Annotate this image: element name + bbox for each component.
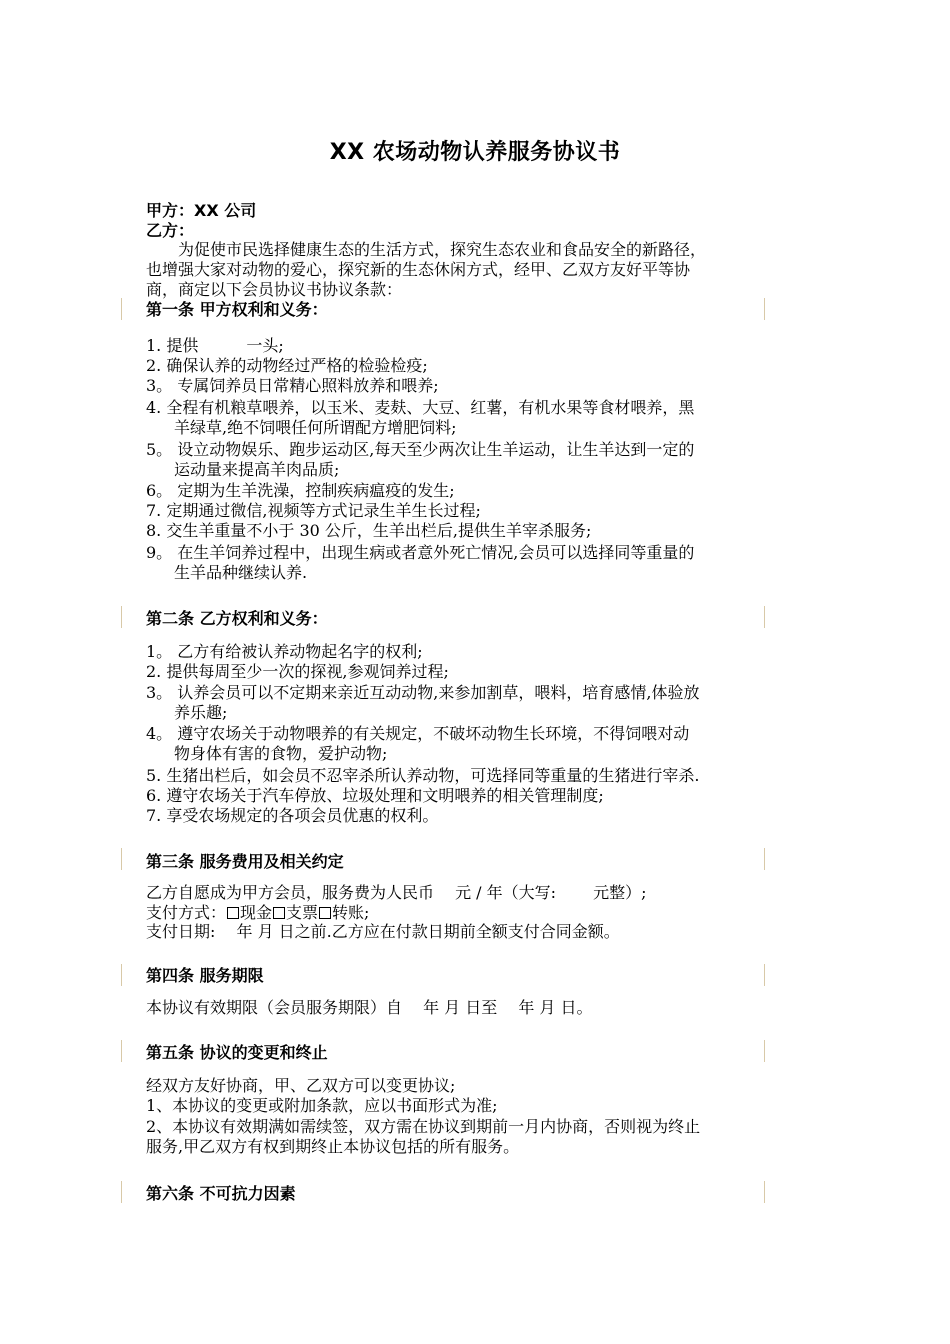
section-marker-left [121,298,122,320]
section-marker-right [764,1181,765,1203]
section-marker-right [764,848,765,870]
checkbox-transfer[interactable] [319,907,331,919]
section-marker-left [121,1181,122,1203]
checkbox-cheque[interactable] [273,907,285,919]
clause-line: 服务,甲乙双方有权到期终止本协议包括的所有服务。 [146,1137,520,1156]
preamble-line: 商，商定以下会员协议书协议条款： [146,280,403,299]
clause-line: 3。 专属饲养员日常精心照料放养和喂养; [146,376,439,395]
section-marker-right [764,606,765,628]
checkbox-cash[interactable] [227,907,239,919]
clause-line: 2、本协议有效期满如需续签，双方需在协议到期前一月内协商，否则视为终止 [146,1117,701,1136]
clause-line: 5. 生猪出栏后，如会员不忍宰杀所认养动物，可选择同等重量的生猪进行宰杀. [146,766,700,785]
clause-line: 运动量来提高羊肉品质; [174,460,340,479]
clause-line: 8. 交生羊重量不小于 30 公斤，生羊出栏后,提供生羊宰杀服务; [146,521,592,540]
party-b: 乙方： [146,221,195,240]
section-2-heading: 第二条 乙方权利和义务： [146,609,328,628]
section-marker-left [121,964,122,986]
payment-date-line: 支付日期: 年 月 日之前.乙方应在付款日期前全额支付合同金额。 [146,922,620,941]
section-marker-left [121,606,122,628]
clause-line: 7. 定期通过微信,视频等方式记录生羊生长过程; [146,501,481,520]
clause-line: 9。 在生羊饲养过程中，出现生病或者意外死亡情况,会员可以选择同等重量的 [146,543,695,562]
clause-line: 物身体有害的食物，爱护动物; [174,744,388,763]
clause-line: 4. 全程有机粮草喂养，以玉米、麦麸、大豆、红薯，有机水果等食材喂养，黑 [146,398,695,417]
section-marker-right [764,298,765,320]
fee-line: 乙方自愿成为甲方会员，服务费为人民币 元 / 年（大写: 元整）; [146,883,647,902]
clause-line: 5。 设立动物娱乐、跑步运动区,每天至少两次让生羊运动，让生羊达到一定的 [146,440,695,459]
option-cheque: 支票 [286,903,319,922]
party-a: 甲方：XX 公司 [146,201,257,220]
document-title: XX 农场动物认养服务协议书 [329,140,621,165]
section-marker-left [121,848,122,870]
section-marker-left [121,1040,122,1062]
section-marker-right [764,964,765,986]
clause-line: 1. 提供 一头; [146,336,284,355]
payment-method-label: 支付方式： [146,903,227,922]
clause-line: 2. 确保认养的动物经过严格的检验检疫; [146,356,428,375]
section-3-heading: 第三条 服务费用及相关约定 [146,852,344,871]
clause-line: 羊绿草,绝不饲喂任何所谓配方增肥饲料; [174,418,457,437]
clause-line: 1、本协议的变更或附加条款，应以书面形式为准; [146,1096,498,1115]
option-transfer: 转账; [332,903,370,922]
clause-line: 1。 乙方有给被认养动物起名字的权利; [146,642,423,661]
clause-line: 7. 享受农场规定的各项会员优惠的权利。 [146,806,439,825]
section-1-heading: 第一条 甲方权利和义务： [146,300,328,319]
clause-line: 2. 提供每周至少一次的探视,参观饲养过程; [146,662,449,681]
clause-line: 6. 遵守农场关于汽车停放、垃圾处理和文明喂养的相关管理制度; [146,786,604,805]
clause-line: 4。 遵守农场关于动物喂养的有关规定，不破坏动物生长环境，不得饲喂对动 [146,724,690,743]
option-cash: 现金 [240,903,273,922]
preamble-line: 为促使市民选择健康生态的生活方式，探究生态农业和食品安全的新路径， [146,240,707,259]
section-marker-right [764,1040,765,1062]
preamble-line: 也增强大家对动物的爱心，探究新的生态休闲方式，经甲、乙双方友好平等协 [146,260,691,279]
clause-line: 经双方友好协商，甲、乙双方可以变更协议; [146,1076,456,1095]
clause-line: 生羊品种继续认养. [174,563,308,582]
payment-method-line [146,903,816,923]
clause-line: 3。 认养会员可以不定期来亲近互动动物,来参加割草，喂料，培育感情,体验放 [146,683,700,702]
section-6-heading: 第六条 不可抗力因素 [146,1184,296,1203]
section-5-heading: 第五条 协议的变更和终止 [146,1043,328,1062]
clause-line: 6。 定期为生羊洗澡，控制疾病瘟疫的发生; [146,481,455,500]
clause-line: 养乐趣; [174,703,228,722]
section-4-heading: 第四条 服务期限 [146,966,264,985]
term-line: 本协议有效期限（会员服务期限）自 年 月 日至 年 月 日。 [146,998,593,1017]
